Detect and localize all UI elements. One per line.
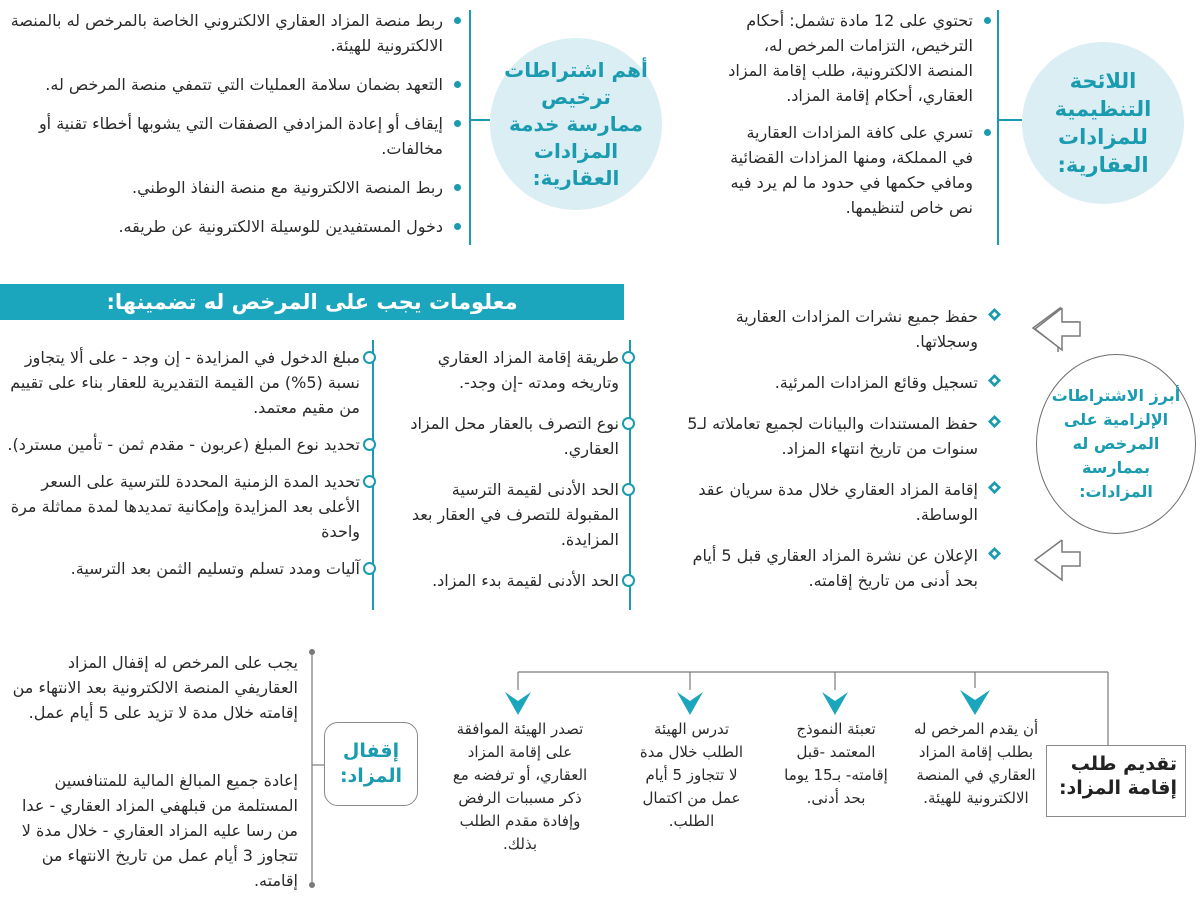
- obligations-arrow-down: [1035, 540, 1080, 580]
- info-col-left: [6, 345, 376, 581]
- request-step-4: تصدر الهيئة الموافقة على إقامة المزاد العقاري، أو ترفضه مع ذكر مسببات الرفض وإفادة مقدم الطلب بذلك.: [452, 720, 588, 853]
- timeline-chevron-3: [677, 692, 703, 715]
- conditions-title: أهم اشتراطات ترخيص ممارسة خدمة المزادات العقارية:: [504, 57, 648, 190]
- info-banner: [0, 284, 624, 320]
- info-col-right: [395, 345, 635, 593]
- diamond-bullet-icon: [987, 307, 1002, 322]
- obligations-title: أبرز الاشتراطات الإلزامية على المرخص له بممارسة المزادات:: [1051, 386, 1181, 501]
- list-item: حفظ المستندات والبيانات لجميع تعاملاته لـ5 سنوات من تاريخ انتهاء المزاد.: [672, 411, 1002, 461]
- obligations-list: [672, 304, 1002, 593]
- list-item: الحد الأدنى لقيمة الترسية المقبولة للتصرف في العقار بعد المزايدة.: [395, 477, 635, 552]
- regulations-title: اللائحة التنظيمية للمزادات العقارية:: [1054, 69, 1152, 177]
- diamond-bullet-icon: [987, 546, 1002, 561]
- list-item: دخول المستفيدين للوسيلة الالكترونية عن طريقه.: [8, 214, 465, 239]
- request-step-3: تدرس الهيئة الطلب خلال مدة لا تتجاوز 5 أيام عمل من اكتمال الطلب.: [639, 720, 744, 830]
- closing-title: إقفال المزاد:: [339, 740, 403, 787]
- list-item: تسري على كافة المزادات العقارية في المملكة، ومنها المزادات القضائية ومافي حكمها في حدود ما لم يرد فيه نص خاص لتنظيمها.: [725, 120, 995, 220]
- diamond-bullet-icon: [987, 414, 1002, 429]
- list-item: الإعلان عن نشرة المزاد العقاري قبل 5 أيام بحد أدنى من تاريخ إقامته.: [672, 543, 1002, 593]
- list-item: الحد الأدنى لقيمة بدء المزاد.: [395, 568, 635, 593]
- list-item: نوع التصرف بالعقار محل المزاد العقاري.: [395, 411, 635, 461]
- list-item: طريقة إقامة المزاد العقاري وتاريخه ومدته -إن وجد-.: [395, 345, 635, 395]
- request-step-2: تعبئة النموذج المعتمد -قبل إقامته- بـ15 يوما بحد أدنى.: [784, 720, 888, 807]
- info-banner-title: معلومات يجب على المرخص له تضمينها:: [106, 290, 518, 314]
- obligations-circle: [1036, 354, 1196, 534]
- list-item: تحديد نوع المبلغ (عربون - مقدم ثمن - تأمين مسترد).: [6, 432, 376, 457]
- list-item: حفظ جميع نشرات المزادات العقارية وسجلاتها.: [672, 304, 1002, 354]
- list-item: تحتوي على 12 مادة تشمل: أحكام الترخيص، التزامات المرخص له، المنصة الالكترونية، طلب إقامة المزاد العقاري، أحكام إقامة المزاد.: [725, 8, 995, 108]
- list-item: التعهد بضمان سلامة العمليات التي تتمفي منصة المرخص له.: [8, 72, 465, 97]
- list-item: مبلغ الدخول في المزايدة - إن وجد - على ألا يتجاوز نسبة (5%) من القيمة التقديرية للعقار بناء على تقييم من مقيم معتمد.: [6, 345, 376, 420]
- regulations-circle: [1022, 42, 1184, 204]
- list-item: إيقاف أو إعادة المزادفي الصفقات التي يشوبها أخطاء تقنية أو مخالفات.: [8, 111, 465, 161]
- conditions-list: [8, 8, 465, 239]
- timeline-chevron-4: [505, 692, 531, 715]
- closing-item-2: إعادة جميع المبالغ المالية للمتنافسين المستلمة من قبلهفي المزاد العقاري - عدا من رسا عليه المزاد العقاري - خلال مدة لا تتجاوز 3 أيام عمل من تاريخ الانتهاء من إقامته.: [21, 771, 298, 890]
- timeline-chevron-2: [822, 692, 848, 715]
- list-item: ربط المنصة الالكترونية مع منصة النفاذ الوطني.: [8, 175, 465, 200]
- diamond-bullet-icon: [987, 480, 1002, 495]
- conditions-circle: [490, 38, 662, 210]
- request-title: تقديم طلب إقامة المزاد:: [1058, 753, 1177, 799]
- request-box: [1046, 745, 1186, 817]
- list-item: ربط منصة المزاد العقاري الالكتروني الخاصة بالمرخص له بالمنصة الالكترونية للهيئة.: [8, 8, 465, 58]
- closing-item-1: يجب على المرخص له إقفال المزاد العقاريفي المنصة الالكترونية بعد الانتهاء من إقامته خلال مدة لا تزيد على 5 أيام عمل.: [12, 653, 298, 722]
- list-item: تحديد المدة الزمنية المحددة للترسية على السعر الأعلى بعد المزايدة وإمكانية تمديدها لمدة مماثلة مرة واحدة: [6, 469, 376, 544]
- list-item: آليات ومدد تسلم وتسليم الثمن بعد الترسية.: [6, 556, 376, 581]
- timeline-chevron-1: [960, 690, 990, 715]
- list-item: إقامة المزاد العقاري خلال مدة سريان عقد الوساطة.: [672, 477, 1002, 527]
- closing-box: [324, 722, 418, 806]
- list-item: تسجيل وقائع المزادات المرئية.: [672, 370, 1002, 395]
- diamond-bullet-icon: [987, 373, 1002, 388]
- regulations-list: [725, 8, 995, 220]
- request-step-1: أن يقدم المرخص له بطلب إقامة المزاد العقاري في المنصة الالكترونية للهيئة.: [913, 720, 1039, 807]
